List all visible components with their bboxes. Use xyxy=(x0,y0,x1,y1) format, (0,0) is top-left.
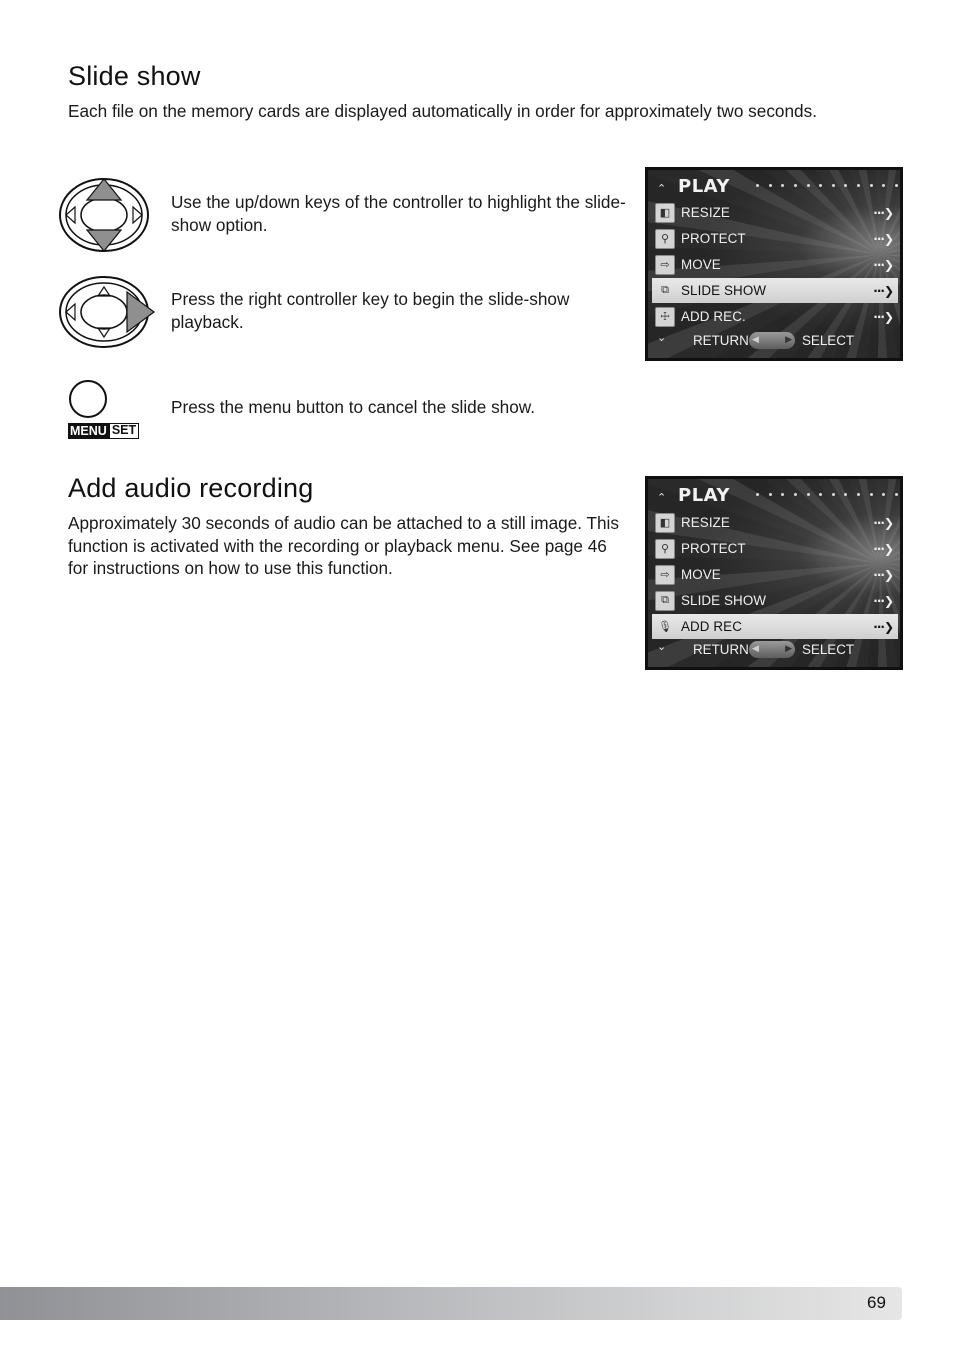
menu-item-label: MOVE xyxy=(681,567,721,582)
submenu-arrow-icon: ···❯ xyxy=(873,619,893,634)
set-label-text: SET xyxy=(109,423,139,439)
submenu-arrow-icon: ···❯ xyxy=(873,593,893,608)
select-label: SELECT xyxy=(802,333,855,348)
move-icon: ⇨ xyxy=(655,565,675,585)
menu-item-slide-show[interactable] xyxy=(652,278,898,303)
scroll-up-icon: ⌃ xyxy=(657,492,667,504)
menu-item-label: RESIZE xyxy=(681,205,730,220)
microphone-icon: 🎙 xyxy=(658,621,672,633)
resize-icon: ◧ xyxy=(655,513,675,533)
footer-bar xyxy=(0,1287,902,1320)
submenu-arrow-icon: ···❯ xyxy=(873,515,893,530)
step-2-text: Press the right controller key to begin the slide-show playback. xyxy=(171,289,570,332)
add-audio-heading: Add audio recording xyxy=(68,473,314,503)
menu-item-label: SLIDE SHOW xyxy=(681,593,767,608)
menu-item-label: PROTECT xyxy=(681,541,746,556)
tab-dots xyxy=(756,487,898,501)
scroll-down-icon: ⌄ xyxy=(657,641,667,653)
controller-up-down-icon xyxy=(58,176,152,254)
menu-item-label: SLIDE SHOW xyxy=(681,283,767,298)
return-label: RETURN xyxy=(693,333,749,348)
submenu-arrow-icon: ···❯ xyxy=(873,231,893,246)
resize-icon: ◧ xyxy=(655,203,675,223)
menu-item-resize[interactable] xyxy=(652,510,898,535)
left-right-key-icon: ◀ ▶ xyxy=(749,332,795,349)
slide-show-intro: Each file on the memory cards are displayed automatically in order for approximately two seconds. xyxy=(68,101,817,121)
slideshow-icon: ⧉ xyxy=(655,591,675,611)
step-3-text: Press the menu button to cancel the slide show. xyxy=(171,397,536,417)
menu-item-add-rec[interactable] xyxy=(652,614,898,639)
submenu-arrow-icon: ···❯ xyxy=(873,257,893,272)
add-audio-body: Approximately 30 seconds of audio can be attached to a still image. This function is activated with the recording or playback menu. See page 46 for instructions on how to use this function. xyxy=(68,513,619,578)
menu-item-label: MOVE xyxy=(681,257,721,272)
lcd-menu-slide-show xyxy=(645,167,903,361)
menu-item-add-rec[interactable] xyxy=(652,304,898,329)
tab-dots xyxy=(756,178,898,192)
return-label: RETURN xyxy=(693,642,749,657)
move-icon: ⇨ xyxy=(655,255,675,275)
menu-item-move[interactable] xyxy=(652,562,898,587)
submenu-arrow-icon: ···❯ xyxy=(873,541,893,556)
submenu-arrow-icon: ···❯ xyxy=(873,205,893,220)
page-number: 69 xyxy=(867,1293,886,1312)
menu-item-label: ADD REC xyxy=(681,619,742,634)
menu-button-icon xyxy=(69,380,107,418)
menu-label-text: MENU xyxy=(70,424,107,438)
key-icon: ⚲ xyxy=(655,539,675,559)
lcd-footer xyxy=(648,330,900,352)
menu-item-label: ADD REC. xyxy=(681,309,746,324)
menu-item-label: RESIZE xyxy=(681,515,730,530)
lcd-title: PLAY xyxy=(678,485,730,506)
menu-item-slide-show[interactable] xyxy=(652,588,898,613)
controller-right-icon xyxy=(58,274,156,350)
menu-set-label xyxy=(68,423,139,439)
scroll-down-icon: ⌄ xyxy=(657,332,667,344)
lcd-footer xyxy=(648,639,900,661)
microphone-icon: ☩ xyxy=(655,307,675,327)
scroll-up-icon: ⌃ xyxy=(657,183,667,195)
submenu-arrow-icon: ···❯ xyxy=(873,283,893,298)
step-1-text: Use the up/down keys of the controller to highlight the slide-show option. xyxy=(171,192,626,235)
menu-item-label: PROTECT xyxy=(681,231,746,246)
submenu-arrow-icon: ···❯ xyxy=(873,309,893,324)
menu-item-protect[interactable] xyxy=(652,226,898,251)
slide-show-heading: Slide show xyxy=(68,61,201,91)
menu-item-resize[interactable] xyxy=(652,200,898,225)
left-right-key-icon: ◀ ▶ xyxy=(749,641,795,658)
submenu-arrow-icon: ···❯ xyxy=(873,567,893,582)
lcd-menu-add-rec xyxy=(645,476,903,670)
select-label: SELECT xyxy=(802,642,855,657)
lcd-title: PLAY xyxy=(678,176,730,197)
slideshow-icon: ⧉ xyxy=(661,284,669,296)
key-icon: ⚲ xyxy=(655,229,675,249)
menu-item-move[interactable] xyxy=(652,252,898,277)
menu-item-protect[interactable] xyxy=(652,536,898,561)
